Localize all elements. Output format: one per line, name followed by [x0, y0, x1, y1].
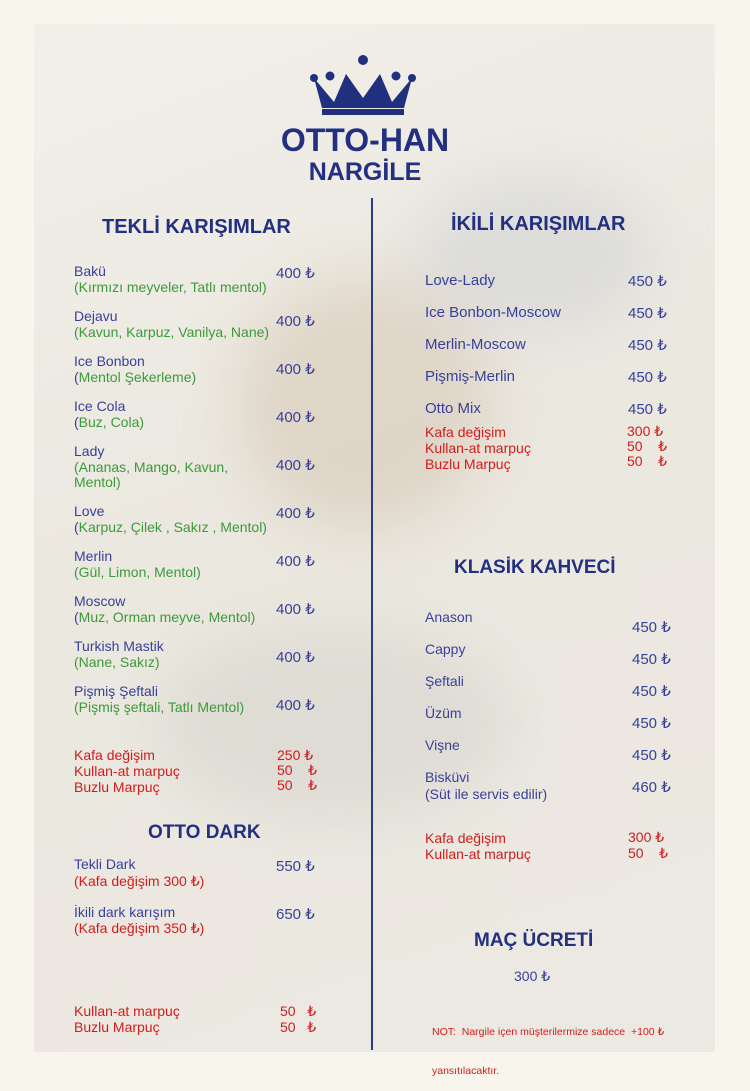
- crown-icon: [310, 54, 416, 116]
- brand-subtitle: NARGİLE: [308, 158, 422, 186]
- menu-item-name: Ice Bonbon: [74, 353, 145, 369]
- mac-price: 300 ₺: [514, 968, 551, 984]
- klasik-title: KLASİK KAHVECİ: [454, 557, 616, 578]
- menu-item-desc: (Pişmiş şeftali, Tatlı Mentol): [74, 699, 245, 715]
- menu-item-price: 650 ₺: [276, 906, 315, 923]
- menu-item-price: 450 ₺: [632, 715, 671, 732]
- extra-name: Buzlu Marpuç: [74, 779, 160, 795]
- extra-name: Buzlu Marpuç: [425, 456, 511, 472]
- menu-item-price: 450 ₺: [632, 651, 671, 668]
- extra-price: 300 ₺: [627, 423, 664, 439]
- menu-item-price: 400 ₺: [276, 313, 315, 330]
- menu-item-name: Love-Lady: [425, 272, 496, 289]
- dark-title: OTTO DARK: [148, 822, 261, 843]
- menu-item-price: 450 ₺: [632, 619, 671, 636]
- menu-item-price: 450 ₺: [628, 369, 667, 386]
- menu-item-price: 400 ₺: [276, 457, 315, 474]
- menu-item-desc: (Buz, Cola): [74, 414, 145, 430]
- menu-item-desc: (Kırmızı meyveler, Tatlı mentol): [74, 279, 267, 295]
- menu-item-price: 450 ₺: [628, 337, 667, 354]
- menu-item-price: 400 ₺: [276, 697, 315, 714]
- menu-item-name: Bisküvi: [425, 769, 470, 785]
- menu-item-desc: (Mentol Şekerleme): [74, 369, 197, 385]
- menu-item-name: Pişmiş Şeftali: [74, 683, 159, 699]
- menu-item-name: Şeftali: [425, 673, 464, 689]
- menu-item-price: 400 ₺: [276, 601, 315, 618]
- extra-name: Kafa değişim: [74, 747, 155, 763]
- menu-item-price: 400 ₺: [276, 265, 315, 282]
- footer-note-line: NOT: Nargile içen müşterilermize sadece +100 ₺: [432, 1026, 665, 1038]
- extra-price: 50 ₺: [627, 438, 668, 454]
- menu-item-name: Anason: [425, 609, 473, 625]
- extra-name: Kullan-at marpuç: [425, 440, 531, 456]
- menu-item-note: (Kafa değişim 350 ₺): [74, 920, 205, 936]
- menu-item-name: Lady: [74, 443, 105, 459]
- extra-name: Kullan-at marpuç: [425, 846, 531, 862]
- extra-price: 50 ₺: [280, 1019, 317, 1035]
- menu-item-price: 400 ₺: [276, 505, 315, 522]
- menu-item-name: Dejavu: [74, 308, 118, 324]
- tekli-title: TEKLİ KARIŞIMLAR: [102, 216, 291, 238]
- extra-name: Kullan-at marpuç: [74, 1003, 180, 1019]
- extra-price: 50 ₺: [280, 1003, 317, 1019]
- extra-price: 50 ₺: [277, 762, 318, 778]
- menu-item-name: Love: [74, 503, 105, 519]
- menu-item-price: 450 ₺: [628, 305, 667, 322]
- menu-item-name: Otto Mix: [425, 400, 481, 417]
- menu-item-desc: (Muz, Orman meyve, Mentol): [74, 609, 256, 625]
- menu-item-name: Moscow: [74, 593, 126, 609]
- brand-title: OTTO-HAN: [280, 122, 450, 158]
- menu-item-price: 400 ₺: [276, 553, 315, 570]
- extra-name: Buzlu Marpuç: [74, 1019, 160, 1035]
- menu-item-name: Ice Bonbon-Moscow: [425, 304, 561, 321]
- menu-item-name: Bakü: [74, 263, 106, 279]
- menu-item-name: İkili dark karışım: [74, 904, 176, 920]
- ikili-title: İKİLİ KARIŞIMLAR: [451, 213, 626, 235]
- column-divider: [371, 198, 373, 1050]
- menu-item-price: 450 ₺: [632, 747, 671, 764]
- footer-note-line: yansıtılacaktır.: [432, 1065, 500, 1077]
- menu-item-note: (Süt ile servis edilir): [425, 786, 548, 802]
- menu-item-name: Cappy: [425, 641, 466, 657]
- menu-item-name: Merlin: [74, 548, 113, 564]
- extra-price: 250 ₺: [277, 747, 314, 763]
- extra-price: 300 ₺: [628, 829, 665, 845]
- mac-title: MAÇ ÜCRETİ: [474, 930, 594, 951]
- menu-item-price: 450 ₺: [628, 273, 667, 290]
- menu-item-price: 550 ₺: [276, 858, 315, 875]
- menu-item-name: Ice Cola: [74, 398, 126, 414]
- menu-item-desc: (Nane, Sakız): [74, 654, 160, 670]
- extra-name: Kafa değişim: [425, 424, 506, 440]
- extra-price: 50 ₺: [277, 777, 318, 793]
- menu-item-name: Vişne: [425, 737, 460, 753]
- menu-item-name: Pişmiş-Merlin: [425, 368, 515, 385]
- extra-price: 50 ₺: [628, 845, 669, 861]
- menu-item-name: Turkish Mastik: [74, 638, 164, 654]
- menu-item-note: (Kafa değişim 300 ₺): [74, 873, 205, 889]
- extra-name: Kafa değişim: [425, 830, 506, 846]
- menu-item-desc: Mentol): [74, 474, 121, 490]
- menu-item-price: 400 ₺: [276, 361, 315, 378]
- menu-item-price: 400 ₺: [276, 409, 315, 426]
- menu-item-name: Merlin-Moscow: [425, 336, 526, 353]
- menu-item-name: Üzüm: [425, 705, 462, 721]
- menu-item-desc: (Gül, Limon, Mentol): [74, 564, 201, 580]
- extra-price: 50 ₺: [627, 453, 668, 469]
- menu-item-desc: (Kavun, Karpuz, Vanilya, Nane): [74, 324, 270, 340]
- menu-item-desc: (Ananas, Mango, Kavun,: [74, 459, 229, 475]
- menu-item-price: 460 ₺: [632, 779, 671, 796]
- menu-item-price: 400 ₺: [276, 649, 315, 666]
- extra-name: Kullan-at marpuç: [74, 763, 180, 779]
- menu-item-desc: (Karpuz, Çilek , Sakız , Mentol): [74, 519, 267, 535]
- footer-note: [432, 1000, 664, 1091]
- menu-item-price: 450 ₺: [632, 683, 671, 700]
- menu-item-price: 450 ₺: [628, 401, 667, 418]
- menu-item-name: Tekli Dark: [74, 856, 136, 872]
